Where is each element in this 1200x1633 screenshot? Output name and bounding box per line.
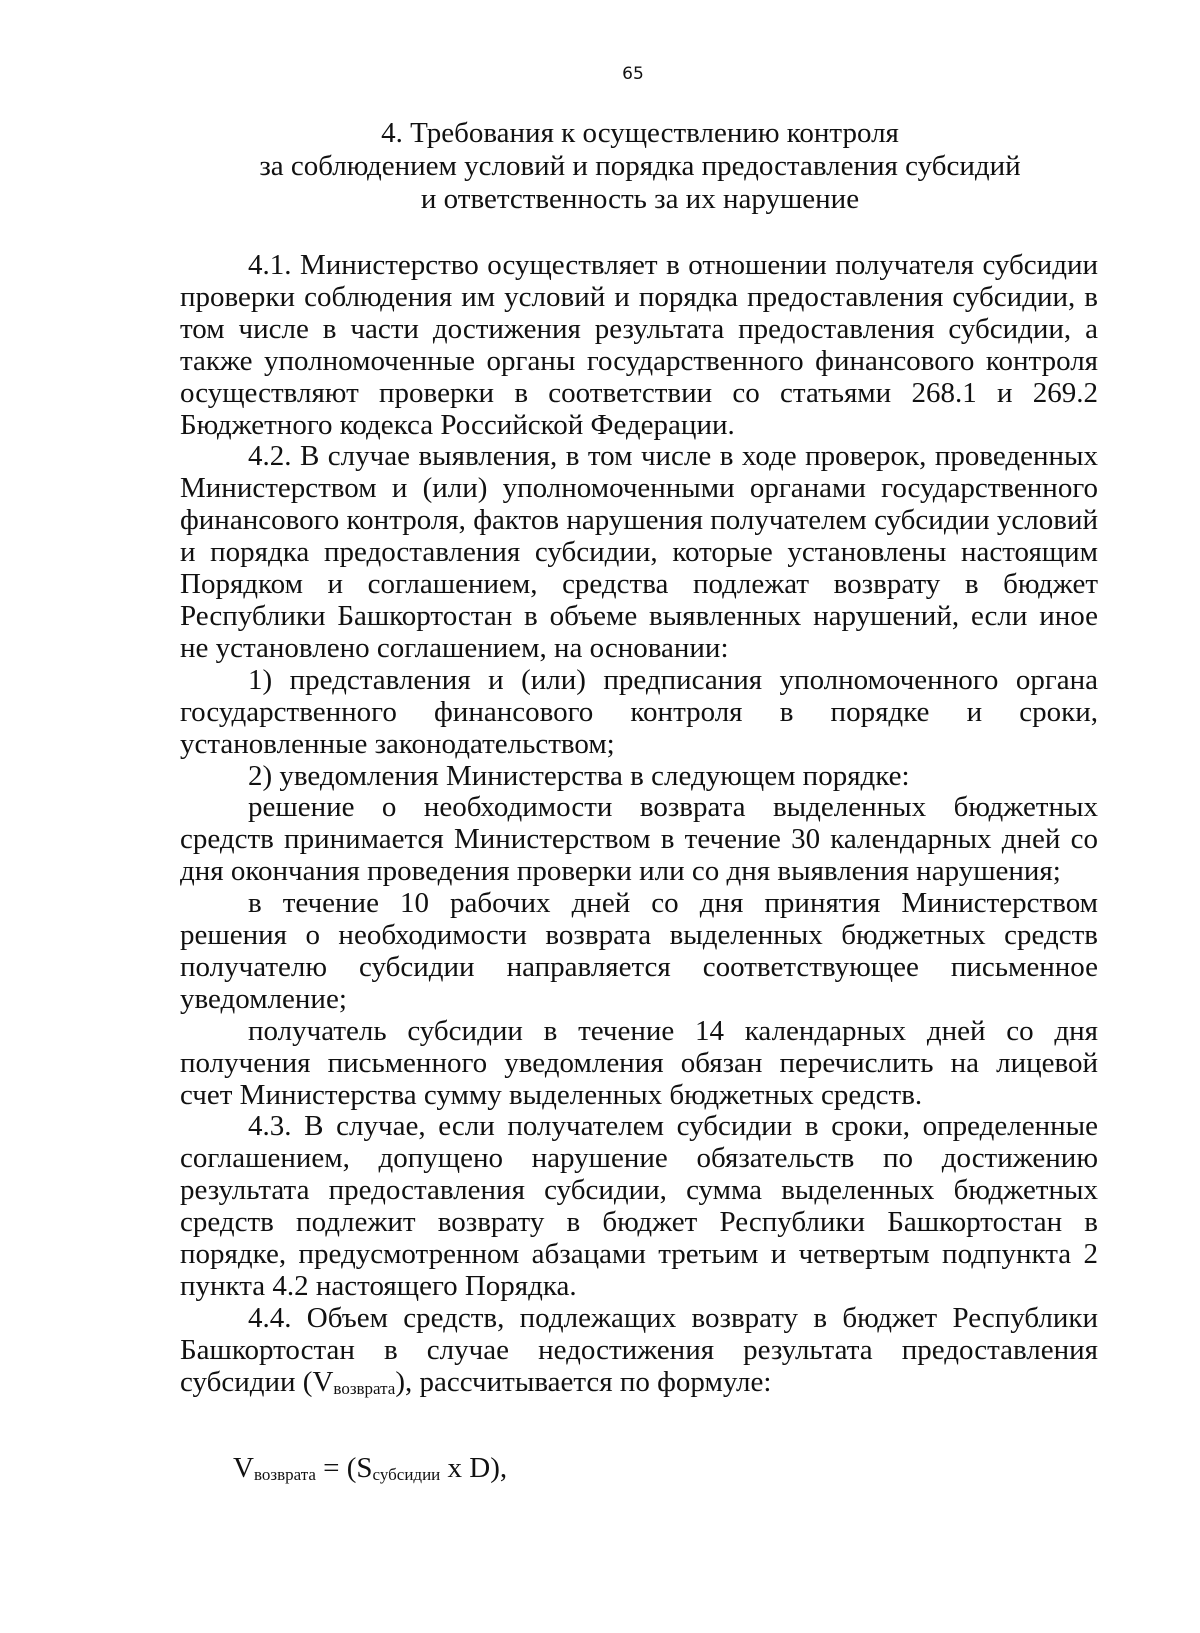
paragraph-4-2-item-2: 2) уведомления Министерства в следующем порядке: [248, 759, 910, 792]
paragraph-4-4-end: ), рассчитывается по формуле: [395, 1365, 772, 1398]
paragraph-4-1: 4.1. Министерство осуществляет в отношении получателя субсидии проверки соблюдения им условий и порядка предоставления субсидии, в том числе в части достижения результата предоставления субсидии, а также уполномоченные органы государственного финансового контроля осуществляют проверки в соответствии со статьями 268.1 и 269.2 Бюджетного кодекса Российской Федерации. [180, 249, 1098, 441]
document-body [180, 250, 1098, 1405]
heading-line-3: и ответственность за их нарушение [420, 183, 860, 215]
section-heading [180, 117, 1100, 216]
paragraph-4-4 [180, 1303, 1098, 1405]
heading-line-2: за соблюдением условий и порядка предоставления субсидий [259, 150, 1021, 182]
formula-s-subscript: субсидии [372, 1465, 441, 1484]
paragraph-4-4-subscript: возврата [333, 1378, 396, 1398]
return-volume-formula [233, 1452, 507, 1485]
heading-line-1: 4. Требования к осуществлению контроля [381, 117, 899, 149]
paragraph-4-4-start: 4.4. Объем средств, подлежащих возврату в бюджет Республики Башкортостан в случае недостижения результата предоставления субсидии (V [180, 1301, 1098, 1398]
formula-v-symbol: V [233, 1452, 254, 1484]
paragraph-4-2-item-2-transfer: получатель субсидии в течение 14 календарных дней со дня получения письменного уведомления обязан перечислить на лицевой счет Министерства сумму выделенных бюджетных средств. [180, 1014, 1098, 1111]
paragraph-4-2: 4.2. В случае выявления, в том числе в ходе проверок, проведенных Министерством и (или) уполномоченными органами государственного финансового контроля, фактов нарушения получателем субсидии условий и порядка предоставления субсидии, которые установлены настоящим Порядком и соглашением, средства подлежат возврату в бюджет Республики Башкортостан в объеме выявленных нарушений, если иное не установлено соглашением, на основании: [180, 440, 1098, 664]
formula-equals-open: = (S [315, 1452, 373, 1484]
page-number: 65 [622, 64, 644, 84]
paragraph-4-2-item-2-notice: в течение 10 рабочих дней со дня принятия Министерством решения о необходимости возврата выделенных бюджетных средств получателю субсидии направляется соответствующее письменное уведомление; [180, 887, 1098, 1015]
paragraph-4-2-item-2-decision: решение о необходимости возврата выделенных бюджетных средств принимается Министерством в течение 30 календарных дней со дня окончания проведения проверки или со дня выявления нарушения; [180, 791, 1098, 888]
paragraph-4-3: 4.3. В случае, если получателем субсидии в сроки, определенные соглашением, допущено нарушение обязательств по достижению результата предоставления субсидии, сумма выделенных бюджетных средств подлежит возврату в бюджет Республики Башкортостан в порядке, предусмотренном абзацами третьим и четвертым подпункта 2 пункта 4.2 настоящего Порядка. [180, 1110, 1098, 1302]
paragraph-4-2-item-1: 1) представления и (или) предписания уполномоченного органа государственного финансового контроля в порядке и сроки, установленные законодательством; [180, 663, 1098, 760]
formula-tail: x D), [440, 1452, 508, 1484]
formula-v-subscript: возврата [253, 1465, 316, 1484]
